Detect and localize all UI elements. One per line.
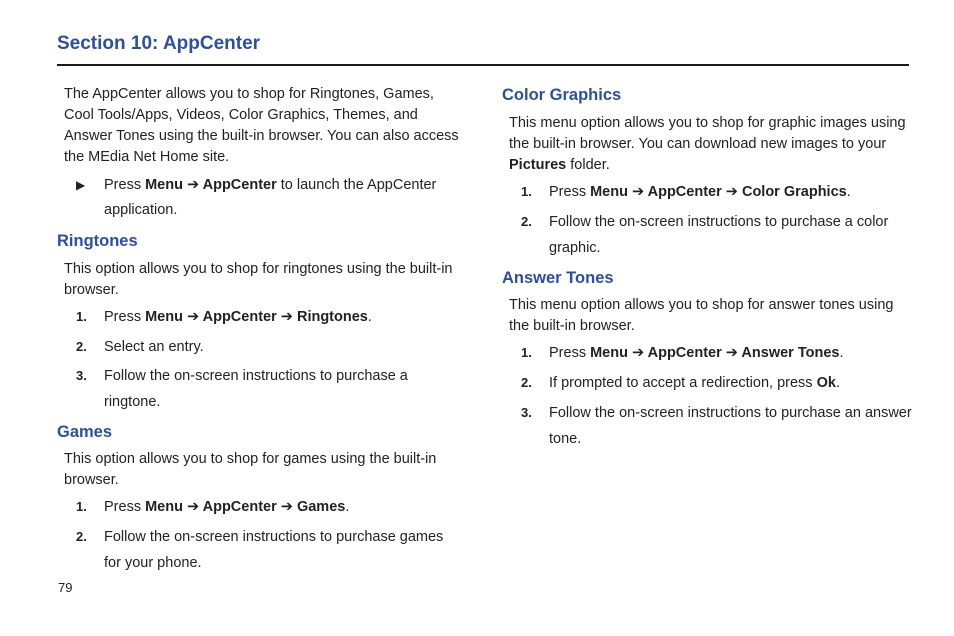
intro-bullet-text: Press Menu ➔ AppCenter to launch the AppCenter application.	[104, 177, 437, 218]
list-item: 2. Select an entry.	[76, 339, 204, 355]
list-item: 2. If prompted to accept a redirection, press Ok.	[521, 375, 840, 391]
list-item: 3. Follow the on-screen instructions to purchase a ringtone.	[76, 368, 408, 410]
triangle-bullet-icon: ▶	[76, 178, 86, 192]
list-item: 2. Follow the on-screen instructions to purchase a color graphic.	[521, 214, 889, 256]
ringtones-steps	[57, 304, 462, 415]
page-title: Section 10: AppCenter	[57, 33, 261, 54]
list-item: 1. Press Menu ➔ AppCenter ➔ Color Graphics.	[521, 184, 851, 200]
list-item: 1. Press Menu ➔ AppCenter ➔ Ringtones.	[76, 309, 372, 325]
answer-tones-heading: Answer Tones	[502, 269, 614, 287]
color-graphics-heading: Color Graphics	[502, 86, 622, 104]
games-steps	[57, 494, 462, 576]
answer-tones-paragraph: This menu option allows you to shop for answer tones using the built-in browser.	[509, 297, 894, 334]
intro-bullet	[76, 173, 462, 223]
list-item: 3. Follow the on-screen instructions to purchase an answer tone.	[521, 405, 912, 447]
answer-tones-steps	[502, 340, 912, 452]
list-item: 1. Press Menu ➔ AppCenter ➔ Games.	[76, 499, 350, 515]
page-number: 79	[58, 580, 73, 595]
list-item: 1. Press Menu ➔ AppCenter ➔ Answer Tones.	[521, 345, 844, 361]
color-graphics-steps	[502, 179, 912, 261]
right-column	[502, 84, 912, 452]
left-column	[57, 84, 462, 576]
list-item: 2. Follow the on-screen instructions to purchase games for your phone.	[76, 529, 444, 571]
ringtones-heading: Ringtones	[57, 232, 138, 250]
color-graphics-paragraph: This menu option allows you to shop for graphic images using the built-in browser. You can download new images to your Pictures folder.	[509, 115, 906, 173]
ringtones-paragraph: This option allows you to shop for ringtones using the built-in browser.	[64, 261, 453, 298]
games-paragraph: This option allows you to shop for games using the built-in browser.	[64, 451, 437, 488]
games-heading: Games	[57, 423, 113, 441]
intro-paragraph: The AppCenter allows you to shop for Ringtones, Games, Cool Tools/Apps, Videos, Color Graphics, Themes, and Answer Tones using the built-in browser. You can also access the MEdia Net Home site.	[64, 86, 459, 165]
title-divider	[57, 64, 909, 66]
